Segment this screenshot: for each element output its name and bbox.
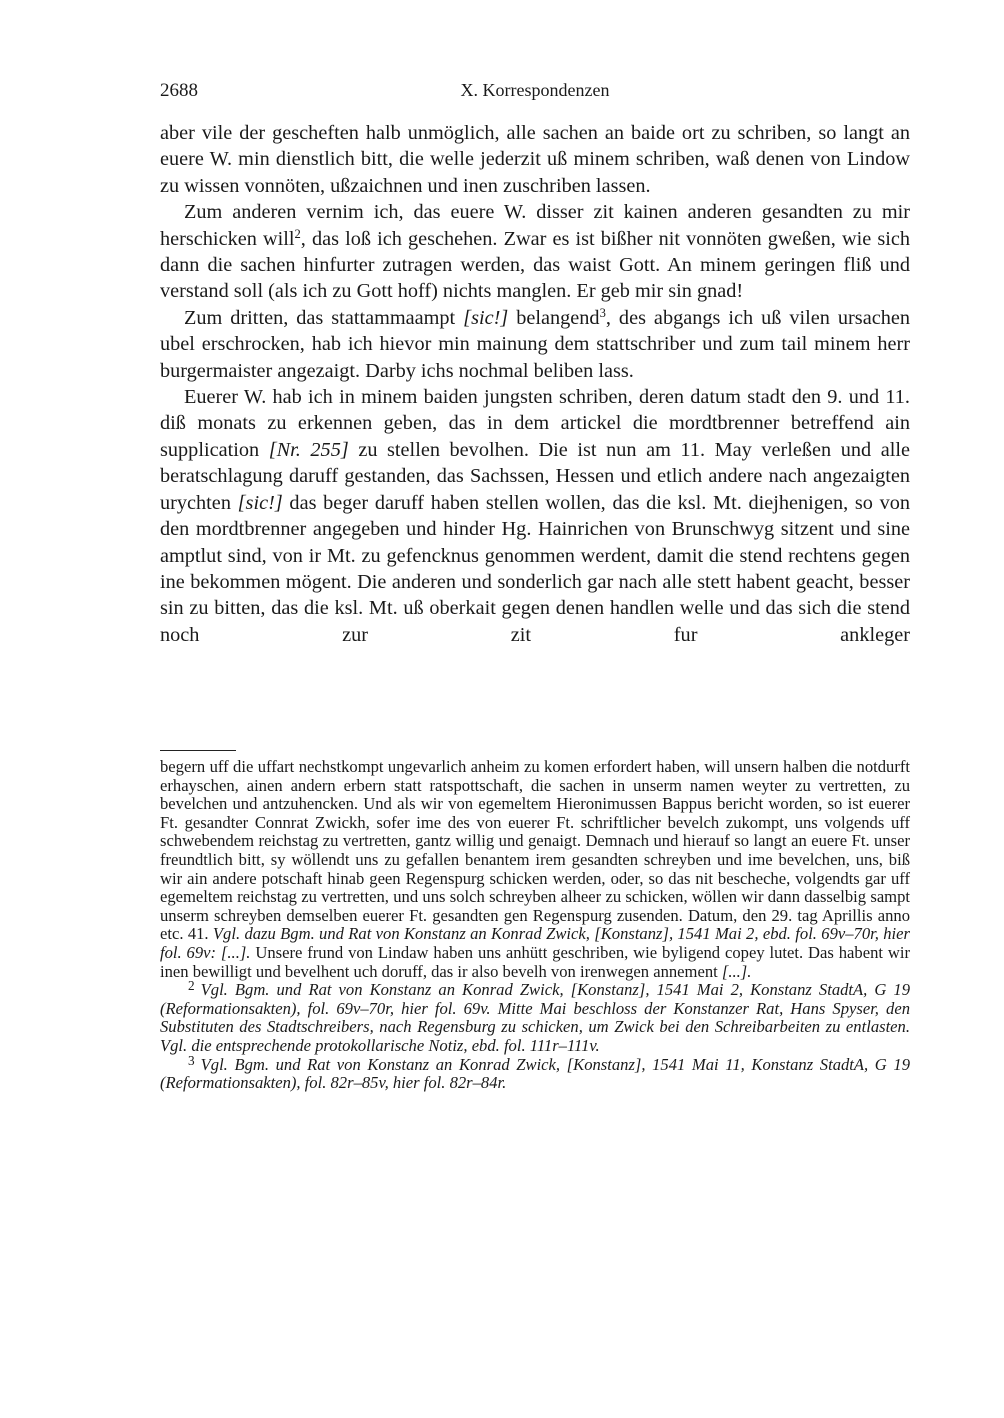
paragraph-2 bbox=[160, 199, 910, 305]
paragraph-3-text-end: , des abgangs ich uß vilen ursachen ubel erschrocken, hab ich hievor min mainung dem stattschriber und zum tail minem herr burgermaister angezaigt. Darby ichs nochmal beliben lass. bbox=[160, 306, 910, 382]
editorial-sic: [sic!] bbox=[463, 306, 509, 329]
paragraph-4-text-cont: zu stellen bevolhen. Die ist nun am 11. May verleßen und alle beratschlagung daruff gestanden, das Sachssen, Hessen und etlich andere nach angezaigten urychten bbox=[160, 438, 910, 514]
paragraph-4-text: Euerer W. hab ich in minem baiden jungsten schriben, deren datum stadt den 9. und 11. diß monats zu erkennen geben, das in dem artickel die mordtbrenner betreffend ain supplication bbox=[160, 386, 910, 461]
section-title: X. Korrespondenzen bbox=[460, 80, 610, 100]
paragraph-4-text-end: das beger daruff haben stellen wollen, das die ksl. Mt. diejhenigen, so von den mordtbrenner angegeben und hinder Hg. Hainrichen von Brunschwyg sitzent und sine amptlut sind, von ir Mt. zu gefencknus genommen werdent, damit die stend rechtens gegen ine bekommen mögent. Die anderen und sonderlich gar nach alle stett habent geacht, besser sin zu bitten, das die ksl. Mt. uß oberkait gegen denen handlen welle und das sich die stend noch zur zit fur ankleger bbox=[160, 491, 911, 646]
paragraph-3 bbox=[160, 305, 910, 384]
paragraph-3-text: Zum dritten, das stattammaampt bbox=[184, 306, 464, 329]
footnote-3 bbox=[160, 1052, 910, 1093]
main-text bbox=[160, 120, 910, 648]
paragraph-1: aber vile der gescheften halb unmöglich, alle sachen an baide ort zu schriben, so langt an euere W. min dienstlich bitt, die welle jederzit uß minem schriben, waß denen von Lindow zu wissen vonnöten, ußzaichnen und inen zuschriben lassen. bbox=[160, 122, 910, 197]
footnote-text: Vgl. Bgm. und Rat von Konstanz an Konrad Zwick, [Konstanz], 1541 Mai 2, Konstanz StadtA, G 19 (Reformationsakten), fol. 69v–70r, hier fol. 69v. Mitte Mai beschloss der Konstanzer Rat, Hans Spyser, den Substituten des Stadtschreibers, nach Regensburg zu schicken, um Zwick bei den Schreibarbeiten zu entlasten. Vgl. die entsprechende protokollarische Notiz, ebd. fol. 111r–111v. bbox=[160, 980, 910, 1055]
footnote-separator bbox=[160, 750, 236, 751]
editorial-sic: [sic!] bbox=[237, 491, 283, 514]
footnote-marker: 2 bbox=[188, 978, 195, 994]
paragraph-3-text-cont: belangend bbox=[508, 306, 600, 329]
footnotes bbox=[160, 758, 910, 1093]
footnote-continued-ellipsis: [...]. bbox=[721, 961, 752, 981]
footnote-ref-3[interactable]: 3 bbox=[599, 305, 606, 320]
footnote-marker: 3 bbox=[188, 1052, 195, 1068]
footnote-continued-text: begern uff die uffart nechstkompt ungevarlich anheim zu komen erfordert haben, will unsern halben die notdurft erhayschen, ainen andern erbern statt ratspottschaft, die sachen in unserm namen weyter zu vertretten, zu bevelchen und antzuhencken. Und als wir von egemeltem Hieronimussen Bappus bericht worden, so ist euerer Ft. gesandter Connrat Zwickh, sofer ime des von euerer Ft. schriftlicher bevelch zukompt, uns volgends uff schwebendem reichstag zu vertretten, gantz willig und genaigt. Demnach und hierauf so langt an euere Ft. unser freundtlich bitt, sy wöllendt uns zu gefallen benantem irem gesandten schreyben und ime bevelchen, uns, biß wir ain andere potschaft hinab geen Regenspurg schicken werden, oder, so das nit bescheche, volgendts gar uff egemeltem reichstag zu vertretten, und uns solch schreyben alheer zu schicken, wöllen wir dann dasselbig sampt unserm schreyben demselben euerer Ft. gesandten gen Regenspurg zusenden. Datum, den 29. tag Aprillis anno etc. 41. bbox=[160, 757, 910, 944]
paragraph-4 bbox=[160, 384, 910, 648]
page-number: 2688 bbox=[160, 80, 198, 101]
paragraph-2-text-cont: , das loß ich geschehen. Zwar es ist bißher nit vonnöten gweßen, wie sich dann die sachen hinfurter zutragen werden, das waist Gott. An minem geringen fliß und verstand soll (als ich zu Gott hoff) nichts manglen. Er geb mir sin gnad! bbox=[160, 227, 910, 303]
footnote-2 bbox=[160, 978, 910, 1055]
paragraph-2-text: Zum anderen vernim ich, das euere W. disser zit kainen anderen gesandten zu mir herschicken will bbox=[160, 201, 910, 250]
footnote-continued-editorial: Vgl. dazu Bgm. und Rat von Konstanz an Konrad Zwick, [Konstanz], 1541 Mai 2, ebd. fol. 69v–70r, hier fol. 69v: [...]. bbox=[160, 924, 910, 962]
footnote-continued-text-cont: Unsere frund von Lindaw haben uns anhütt geschriben, wie byligend copey lutet. Das habent wir inen bewilligt und bevelhent uch doruff, das ir also bevelh von irenwegen annement bbox=[160, 942, 910, 981]
footnote-continued bbox=[160, 758, 910, 981]
footnote-ref-2[interactable]: 2 bbox=[294, 226, 301, 241]
footnote-text: Vgl. Bgm. und Rat von Konstanz an Konrad Zwick, [Konstanz], 1541 Mai 11, Konstanz StadtA, G 19 (Reformationsakten), fol. 82r–85v, hier fol. 82r–84r. bbox=[160, 1054, 910, 1093]
running-head bbox=[160, 80, 910, 106]
editorial-cross-reference: [Nr. 255] bbox=[268, 438, 349, 461]
